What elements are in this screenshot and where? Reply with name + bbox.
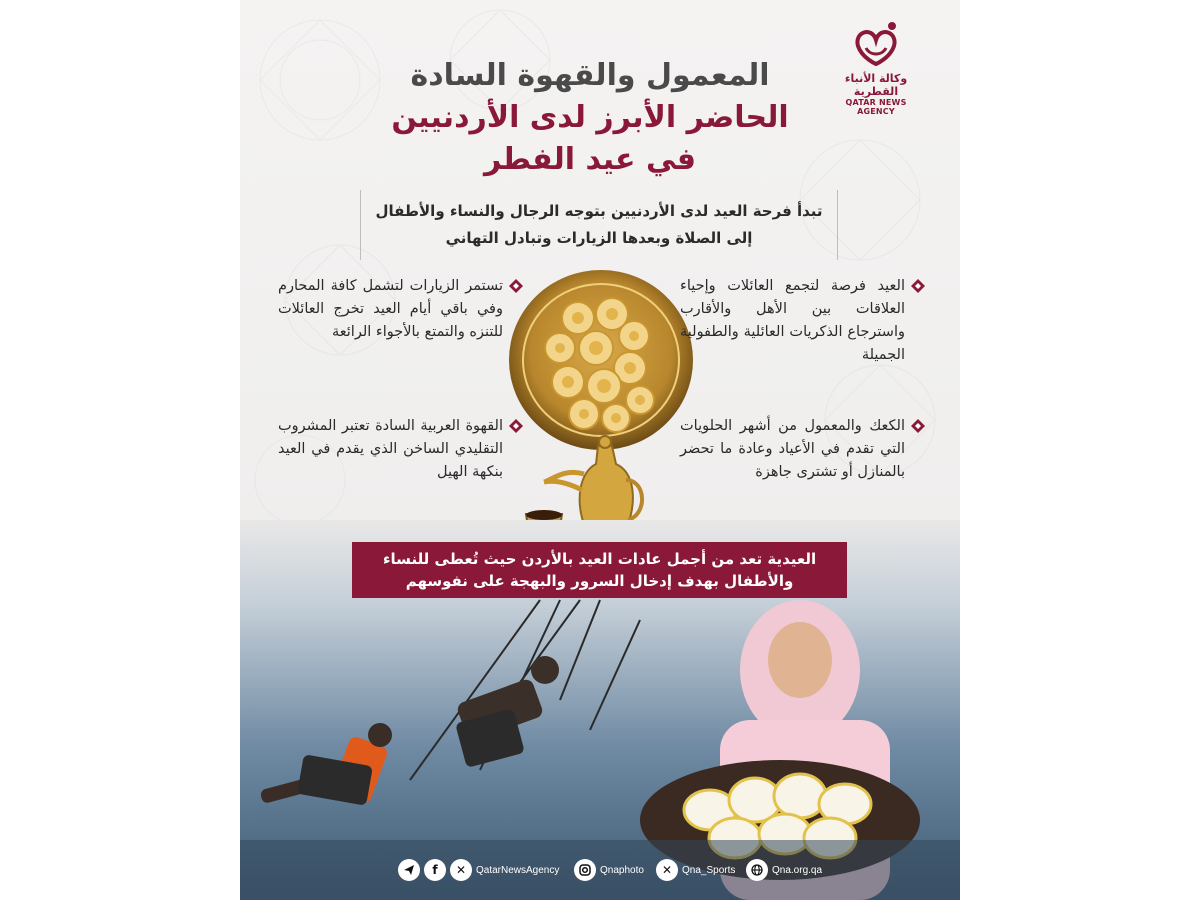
intro-box bbox=[360, 190, 838, 260]
point-text: الكعك والمعمول من أشهر الحلويات التي تقدم في الأعياد وعادة ما تحضر بالمنازل أو تشترى جاهزة bbox=[680, 418, 905, 480]
social-group-qnaphoto[interactable] bbox=[574, 858, 644, 882]
social-handle[interactable]: Qna.org.qa bbox=[772, 864, 823, 876]
intro-line-2: إلى الصلاة وبعدها الزيارات وتبادل التهاني bbox=[445, 229, 753, 247]
point-visits bbox=[278, 275, 503, 344]
social-handle[interactable]: Qnaphoto bbox=[600, 864, 644, 876]
social-handle[interactable]: Qna_Sports bbox=[682, 864, 736, 876]
point-coffee bbox=[278, 415, 503, 484]
logo-arabic-text: وكالة الأنباء القطرية bbox=[844, 72, 908, 98]
globe-icon[interactable] bbox=[746, 859, 768, 881]
logo-english-text: QATAR NEWS AGENCY bbox=[845, 98, 907, 116]
title-line-3: في عيد الفطر bbox=[484, 142, 696, 177]
maamoul-tray-illustration bbox=[508, 268, 694, 548]
title-line-1: المعمول والقهوة السادة bbox=[410, 58, 770, 93]
banner-line-1: العيدية تعد من أجمل عادات العيد بالأردن حيث تُعطى للنساء bbox=[382, 550, 817, 568]
point-sweets bbox=[680, 415, 905, 484]
diamond-bullet-icon bbox=[911, 279, 925, 293]
x-twitter-icon[interactable]: ✕ bbox=[450, 859, 472, 881]
point-family-gathering bbox=[680, 275, 905, 367]
intro-line-1: تبدأ فرحة العيد لدى الأردنيين بتوجه الرجال والنساء والأطفال bbox=[375, 202, 823, 220]
social-group-qatarnewsagency[interactable] bbox=[398, 858, 559, 882]
point-text: تستمر الزيارات لتشمل كافة المحارم وفي باقي أيام العيد تخرج العائلات للتنزه والتمتع بالأجواء الرائعة bbox=[278, 278, 503, 340]
title-line-2: الحاضر الأبرز لدى الأردنيين bbox=[391, 100, 789, 135]
point-text: القهوة العربية السادة تعتبر المشروب التقليدي الساخن الذي يقدم في العيد بنكهة الهيل bbox=[278, 418, 503, 480]
diamond-bullet-icon bbox=[509, 279, 523, 293]
social-group-website[interactable] bbox=[746, 858, 822, 882]
diamond-bullet-icon bbox=[911, 419, 925, 433]
infographic-poster bbox=[240, 0, 960, 900]
telegram-icon[interactable] bbox=[398, 859, 420, 881]
social-group-qna-sports[interactable] bbox=[656, 858, 735, 882]
diamond-bullet-icon bbox=[509, 419, 523, 433]
x-twitter-icon[interactable]: ✕ bbox=[656, 859, 678, 881]
social-handle[interactable]: QatarNewsAgency bbox=[476, 864, 560, 876]
facebook-icon[interactable]: f bbox=[424, 859, 446, 881]
instagram-icon[interactable] bbox=[574, 859, 596, 881]
qna-emblem-icon bbox=[846, 18, 906, 70]
eidiya-banner bbox=[352, 542, 847, 598]
banner-line-2: والأطفال بهدف إدخال السرور والبهجة على نفوسهم bbox=[405, 572, 794, 590]
social-footer bbox=[240, 852, 960, 888]
point-text: العيد فرصة لتجمع العائلات وإحياء العلاقات بين الأهل والأقارب واسترجاع الذكريات العائلية والطفولية الجميلة bbox=[680, 278, 905, 363]
